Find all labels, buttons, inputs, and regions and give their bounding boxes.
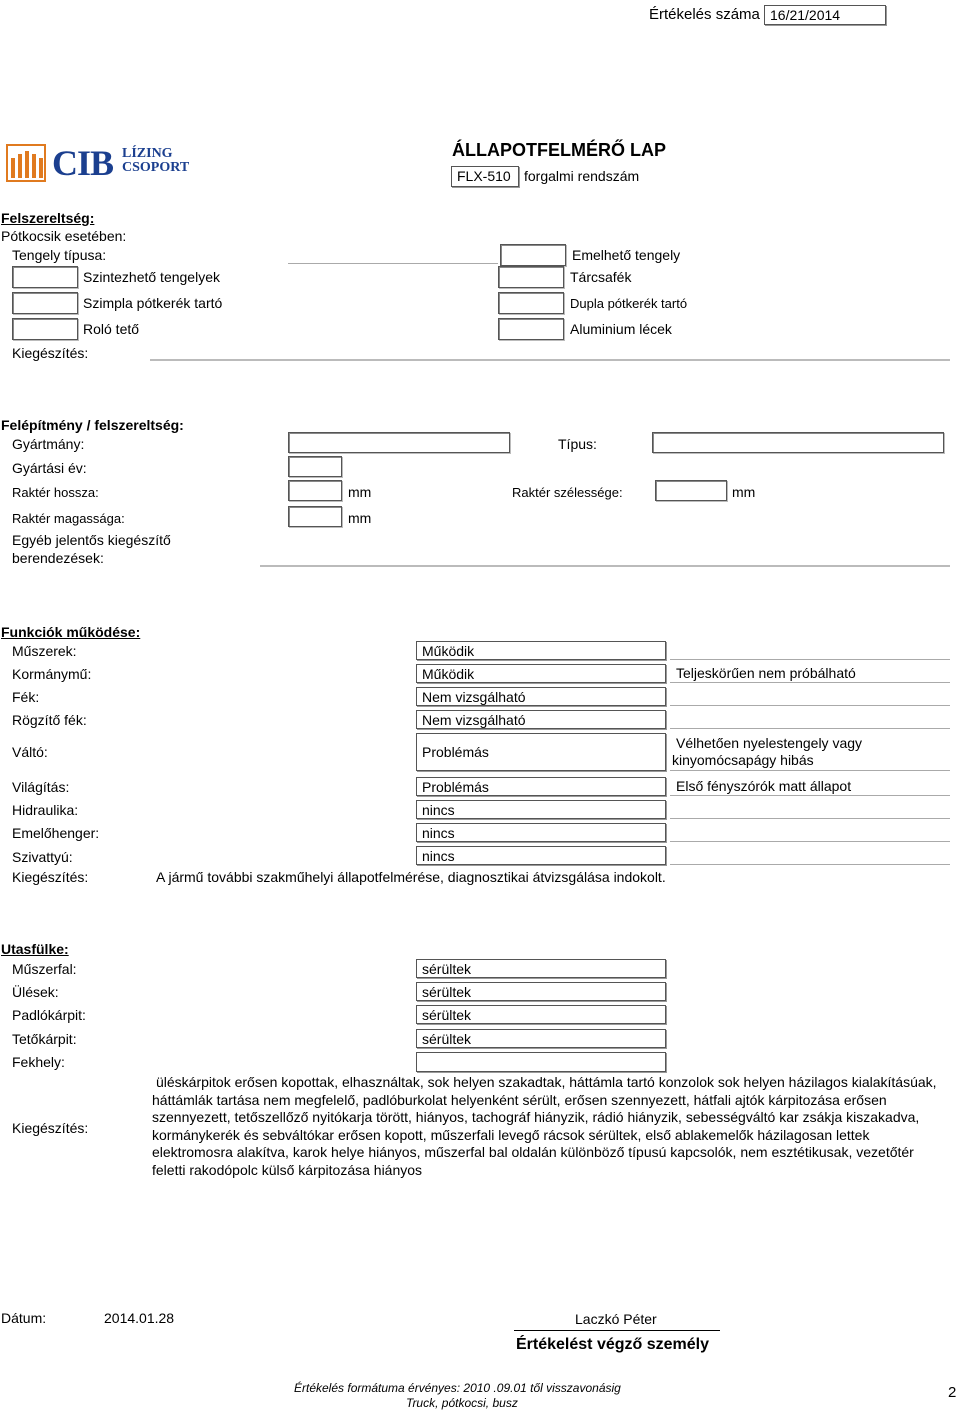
cabin-heading: Utasfülke: (1, 941, 69, 957)
cargo-length-field[interactable] (288, 480, 342, 501)
cargo-width-unit: mm (732, 484, 756, 500)
production-year-field[interactable] (288, 456, 342, 477)
date-label: Dátum: (1, 1310, 47, 1326)
format-validity: Értékelés formátuma érvényes: 2010 .09.01 től visszavonásig (294, 1381, 621, 1395)
checkbox-lift-axle[interactable] (500, 244, 566, 266)
other-equipment-line[interactable] (260, 565, 950, 567)
function-label-brake: Fék: (12, 689, 40, 705)
checkbox-leveling-axles[interactable] (12, 266, 78, 288)
function-note-hydraulics[interactable] (670, 818, 950, 819)
equipment-subheading: Pótkocsik esetében: (1, 228, 127, 244)
logo-line1: LÍZING (122, 146, 173, 161)
axle-type-label: Tengely típusa: (12, 247, 107, 263)
cargo-height-field[interactable] (288, 506, 342, 527)
equipment-supplement-label: Kiegészítés: (12, 345, 89, 361)
functions-supplement-label: Kiegészítés: (12, 869, 89, 885)
logo-text: CIB (52, 143, 114, 183)
function-note-line-gearbox (670, 770, 950, 771)
production-year-label: Gyártási év: (12, 460, 87, 476)
functions-heading: Funkciók működése: (1, 624, 141, 640)
function-label-steering: Kormánymű: (12, 666, 92, 682)
function-note-steering: Teljeskörűen nem próbálható (676, 665, 856, 681)
cabin-value-bunk[interactable] (416, 1052, 666, 1072)
axle-type-line (288, 263, 498, 264)
function-label-parking-brake: Rögzítő fék: (12, 712, 87, 728)
type-label: Típus: (558, 436, 597, 452)
make-label: Gyártmány: (12, 436, 85, 452)
rating-number-field[interactable]: 16/21/2014 (764, 5, 886, 25)
cargo-width-label: Raktér szélessége: (512, 485, 623, 500)
plate-number-field[interactable]: FLX-510 (451, 166, 519, 187)
functions-supplement-text: A jármű további szakműhelyi állapotfelmérése, diagnosztikai átvizsgálása indokolt. (156, 869, 666, 885)
function-value-lift-cylinder[interactable]: nincs (416, 823, 666, 842)
function-value-hydraulics[interactable]: nincs (416, 800, 666, 819)
roller-roof-label: Roló tető (83, 321, 140, 337)
evaluator-label: Értékelést végző személy (516, 1336, 709, 1353)
leveling-axles-label: Szintezhető tengelyek (83, 269, 220, 285)
cabin-supplement-text: üléskárpitok erősen kopottak, elhasználtak, sok helyen szakadtak, háttámla tartó konzolok sok helyen házilagos kialakításúak, háttámlák tartása nem megfelelő, padlóburkolat helyenként sérült, erősen szennyezett, hátfali ajtók kárpitozása erősen szennyezett, tetőszellőző nyitókarja törött, hiányos, tachográf hiányzik, rádió hiányzik, sebességváltó kar zsákja kiszakadva, kormánykerék és sebváltókar erősen kopott, műszerfali levegő rácsok sérültek, első ablakemelők házilagosan lettek elektromosra alakítva, karok helye hiányos, műszerfal bal oldalán különböző típusú kapcsolók, nem esztétikusak, vezetőtér feletti rakodópolc külső kárpitozása hiányos (152, 1074, 937, 1178)
checkbox-disc-brake[interactable] (498, 266, 564, 288)
rating-number-label: Értékelés száma (649, 6, 760, 23)
cabin-label-bunk: Fekhely: (12, 1054, 65, 1070)
lift-axle-label: Emelhető tengely (572, 247, 681, 263)
cargo-height-label: Raktér magassága: (12, 511, 125, 526)
function-note-line-lighting (670, 795, 950, 796)
checkbox-aluminium-slats[interactable] (498, 318, 564, 340)
cabin-value-roof-upholstery[interactable]: sérültek (416, 1029, 666, 1048)
page-title: ÁLLAPOTFELMÉRŐ LAP (452, 140, 666, 160)
function-label-instruments: Műszerek: (12, 643, 77, 659)
function-value-instruments[interactable]: Működik (416, 641, 666, 660)
form-scope: Truck, pótkocsi, busz (406, 1396, 518, 1410)
function-value-pump[interactable]: nincs (416, 846, 666, 865)
function-label-hydraulics: Hidraulika: (12, 802, 79, 818)
function-note-brake[interactable] (670, 705, 950, 706)
type-field[interactable] (652, 432, 944, 453)
function-label-lighting: Világítás: (12, 779, 70, 795)
date-value: 2014.01.28 (104, 1310, 175, 1326)
make-field[interactable] (288, 432, 510, 453)
equipment-supplement-line[interactable] (150, 359, 950, 361)
cabin-label-roof-upholstery: Tetőkárpit: (12, 1031, 77, 1047)
function-note-line-steering (670, 682, 950, 683)
function-label-gearbox: Váltó: (12, 744, 48, 760)
function-value-lighting[interactable]: Problémás (416, 777, 666, 796)
disc-brake-label: Tárcsafék (570, 269, 632, 285)
evaluator-name: Laczkó Péter (575, 1311, 657, 1327)
body-heading: Felépítmény / felszereltség: (1, 417, 184, 433)
cargo-length-label: Raktér hossza: (12, 485, 99, 500)
function-value-brake[interactable]: Nem vizsgálható (416, 687, 666, 706)
double-spare-holder-label: Dupla pótkerék tartó (570, 296, 688, 311)
function-note-instruments[interactable] (670, 659, 950, 660)
checkbox-double-spare-holder[interactable] (498, 292, 564, 314)
plate-number-label: forgalmi rendszám (524, 168, 640, 184)
equipment-heading: Felszereltség: (1, 210, 95, 226)
page-number: 2 (948, 1384, 957, 1401)
cargo-width-field[interactable] (655, 480, 727, 501)
cabin-supplement-label: Kiegészítés: (12, 1120, 89, 1136)
cabin-label-dashboard: Műszerfal: (12, 961, 77, 977)
cabin-label-seats: Ülések: (12, 984, 59, 1000)
function-note-lift-cylinder[interactable] (670, 841, 950, 842)
function-note-pump[interactable] (670, 864, 950, 865)
cargo-length-unit: mm (348, 484, 372, 500)
single-spare-holder-label: Szimpla pótkerék tartó (83, 295, 223, 311)
function-note-parking-brake[interactable] (670, 728, 950, 729)
logo-mark-icon (6, 144, 46, 184)
logo-line2: CSOPORT (122, 160, 190, 175)
function-label-pump: Szivattyú: (12, 849, 73, 865)
signature-line (514, 1330, 720, 1331)
checkbox-roller-roof[interactable] (12, 318, 78, 340)
function-value-parking-brake[interactable]: Nem vizsgálható (416, 710, 666, 729)
function-label-lift-cylinder: Emelőhenger: (12, 825, 100, 841)
cabin-value-floor-upholstery[interactable]: sérültek (416, 1005, 666, 1024)
function-note-lighting: Első fényszórók matt állapot (676, 778, 852, 794)
cabin-label-floor-upholstery: Padlókárpit: (12, 1007, 86, 1023)
cabin-value-seats[interactable]: sérültek (416, 982, 666, 1001)
function-note-gearbox: Vélhetően nyelestengely vagy kinyomócsapágy hibás (672, 735, 863, 768)
function-value-steering[interactable]: Működik (416, 664, 666, 683)
function-value-gearbox[interactable]: Problémás (416, 733, 666, 771)
other-equipment-label: Egyéb jelentős kiegészítő berendezések: (12, 532, 171, 566)
cib-logo (6, 140, 190, 186)
aluminium-slats-label: Aluminium lécek (570, 321, 672, 337)
cargo-height-unit: mm (348, 510, 372, 526)
checkbox-single-spare-holder[interactable] (12, 292, 78, 314)
cabin-value-dashboard[interactable]: sérültek (416, 959, 666, 978)
